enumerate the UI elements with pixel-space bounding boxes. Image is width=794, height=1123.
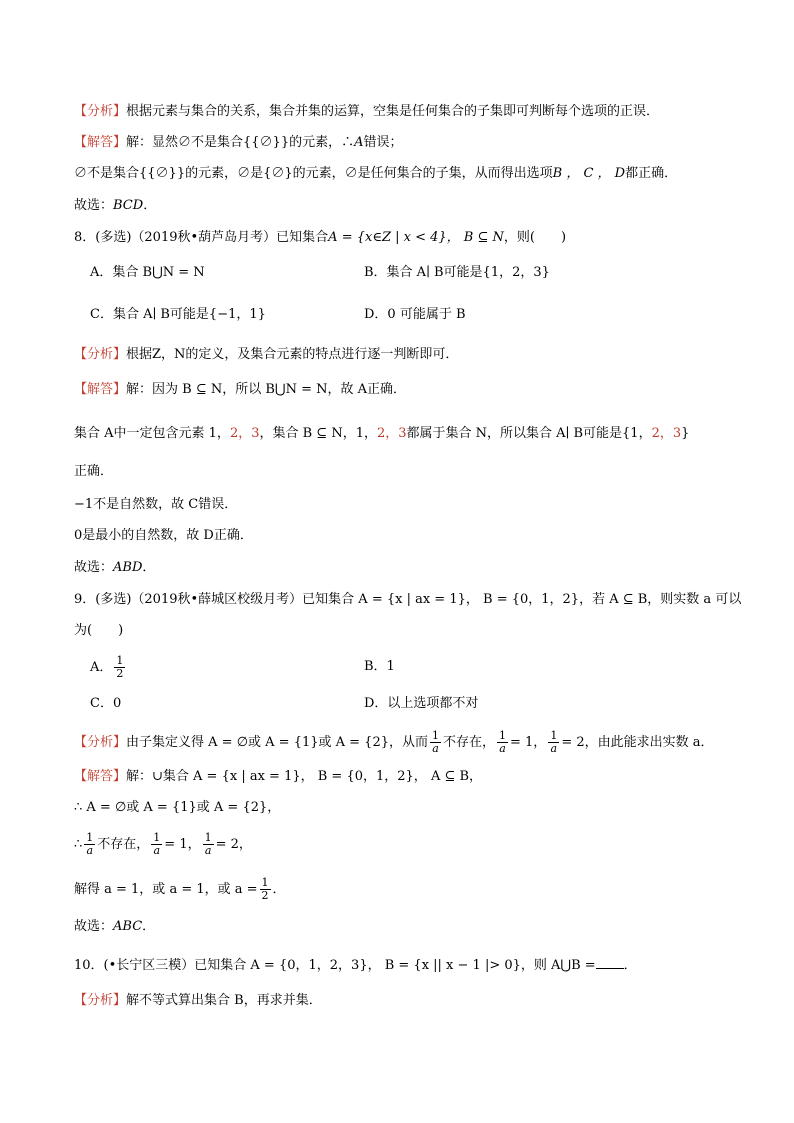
solution-text: = 1， xyxy=(164,837,201,852)
fraction-numerator: 1 xyxy=(432,729,439,742)
solution-text-end: ． xyxy=(272,882,286,897)
solution-text: 都属于集合 N，所以集合 A∣ B可能是{1， xyxy=(406,426,652,441)
solution-line-3: 正确． xyxy=(74,464,114,479)
fraction xyxy=(203,832,214,857)
question-9-stem: 9．(多选)（2019秋•薛城区校级月考）已知集合 A = {x | ax = 1}， B = {0，1，2}，若 A ⊆ B，则实数 a 可以 xyxy=(74,592,742,607)
answer-line xyxy=(74,197,156,215)
answer-line xyxy=(74,559,155,577)
therefore-symbol: ∴ xyxy=(74,837,83,852)
answer-end: ． xyxy=(142,919,156,934)
highlight-numbers: 2，3 xyxy=(651,426,682,441)
fraction-numerator: 1 xyxy=(499,729,507,742)
solution-line-2 xyxy=(74,165,677,183)
solution-line xyxy=(74,768,482,786)
analysis-text: 根据Z，N的定义，及集合元素的特点进行逐一判断即可． xyxy=(126,347,459,362)
fraction-denominator: a xyxy=(204,844,212,857)
fraction xyxy=(84,832,95,857)
analysis-text: = 1， xyxy=(510,735,547,750)
option-d: D．以上选项都不对 xyxy=(364,696,479,711)
stem-end: ． xyxy=(623,958,637,973)
fraction-numerator: 1 xyxy=(204,831,212,844)
answer-value: BCD xyxy=(113,198,144,213)
answer-prefix: 故选： xyxy=(74,919,114,934)
question-8-stem xyxy=(74,229,566,247)
stem-math: A = {x∈Z | x < 4}， B ⊆ N xyxy=(328,230,504,245)
fraction xyxy=(548,730,559,755)
fraction-denominator: a xyxy=(550,742,558,755)
solution-text: } xyxy=(681,426,690,441)
solution-tag: 【解答】 xyxy=(74,135,127,150)
solution-line-2 xyxy=(74,425,689,443)
solution-line-5: 0是最小的自然数，故 D正确． xyxy=(74,528,253,543)
fraction-denominator: a xyxy=(153,844,161,857)
analysis-line xyxy=(74,346,458,364)
answer-line xyxy=(74,918,155,936)
option-d: D．0 可能属于 B xyxy=(364,307,466,322)
analysis-line xyxy=(74,103,659,121)
option-c: C．0 xyxy=(90,696,122,711)
fraction-numerator: 1 xyxy=(261,876,269,889)
analysis-line xyxy=(74,992,322,1010)
fraction-denominator: a xyxy=(432,742,439,755)
fraction-denominator: a xyxy=(86,844,94,857)
answer-value: ABC xyxy=(113,919,143,934)
fraction-denominator: a xyxy=(499,742,506,755)
fraction-numerator: 1 xyxy=(153,831,161,844)
fraction xyxy=(430,730,441,755)
var-a: A xyxy=(354,135,364,150)
analysis-text: 根据元素与集合的关系，集合并集的运算，空集是任何集合的子集即可判断每个选项的正误． xyxy=(126,104,660,119)
analysis-tag: 【分析】 xyxy=(74,104,127,119)
analysis-text: 不存在， xyxy=(443,735,496,750)
question-10-stem xyxy=(74,956,637,975)
solution-text: 集合 A中一定包含元素 1， xyxy=(74,426,230,441)
answer-prefix: 故选： xyxy=(74,560,114,575)
solution-text: 解：∪集合 A = {x | ax = 1}， B = {0，1，2}， A ⊆ B， xyxy=(126,769,483,784)
solution-text: 不存在， xyxy=(97,837,150,852)
solution-text: 解得 a = 1，或 a = 1，或 a = xyxy=(74,882,258,897)
analysis-line xyxy=(74,730,714,755)
answer-value: ABD xyxy=(113,560,143,575)
option-b: B．1 xyxy=(364,659,395,674)
analysis-tag: 【分析】 xyxy=(74,993,127,1008)
solution-text: ，集合 B ⊆ N，1， xyxy=(259,426,377,441)
options-vars: B ， C ， D xyxy=(552,166,626,181)
stem-end: ，则( ) xyxy=(503,230,567,245)
question-9-stem-2: 为( ) xyxy=(74,623,124,638)
option-a: A．集合 B⋃N = N xyxy=(90,265,205,280)
solution-text-end: 都正确． xyxy=(625,166,678,181)
option-c: C．集合 A∣ B可能是{−1，1} xyxy=(90,307,266,322)
fraction xyxy=(151,832,162,857)
highlight-numbers: 2，3 xyxy=(229,426,260,441)
fraction xyxy=(260,877,271,902)
solution-text: = 2， xyxy=(215,837,252,852)
answer-end: ． xyxy=(143,198,157,213)
solution-line-4: −1不是自然数，故 C错误． xyxy=(74,497,238,512)
solution-tag: 【解答】 xyxy=(74,382,127,397)
solution-line-4 xyxy=(74,877,286,902)
stem-text: 8．(多选)（2019秋•葫芦岛月考）已知集合 xyxy=(74,230,329,245)
option-label: A． xyxy=(90,660,113,675)
answer-prefix: 故选： xyxy=(74,198,114,213)
analysis-text: = 2，由此能求出实数 a． xyxy=(561,735,714,750)
fraction-numerator: 1 xyxy=(550,729,558,742)
option-b: B．集合 A∣ B可能是{1，2，3} xyxy=(364,265,550,280)
highlight-numbers: 2，3 xyxy=(376,426,407,441)
solution-line xyxy=(74,381,406,399)
fraction xyxy=(497,730,508,755)
fraction-denominator: 2 xyxy=(261,889,269,902)
solution-text: 解：显然∅不是集合{{∅}}的元素，∴ xyxy=(126,135,355,150)
solution-text-end: 错误； xyxy=(363,135,403,150)
solution-line-3 xyxy=(74,832,252,857)
fraction-denominator: 2 xyxy=(116,667,124,680)
fraction xyxy=(114,655,125,680)
answer-end: ． xyxy=(142,560,156,575)
solution-tag: 【解答】 xyxy=(74,769,127,784)
analysis-text: 解不等式算出集合 B，再求并集． xyxy=(126,993,322,1008)
solution-line xyxy=(74,134,403,152)
stem-text: 10．(•长宁区三模）已知集合 A = {0，1，2，3}， B = {x || x − 1 |> 0}，则 A⋃B = xyxy=(74,958,596,973)
fraction-numerator: 1 xyxy=(86,831,94,844)
option-a xyxy=(90,655,127,680)
analysis-tag: 【分析】 xyxy=(74,347,127,362)
solution-text: ∅不是集合{{∅}}的元素，∅是{∅}的元素，∅是任何集合的子集，从而得出选项 xyxy=(74,166,553,181)
solution-text: 解：因为 B ⊆ N，所以 B⋃N = N，故 A正确． xyxy=(126,382,407,397)
analysis-tag: 【分析】 xyxy=(74,735,127,750)
analysis-text: 由子集定义得 A = ∅或 A = {1}或 A = {2}，从而 xyxy=(126,735,428,750)
answer-blank xyxy=(596,956,624,969)
solution-line-2: ∴ A = ∅或 A = {1}或 A = {2}， xyxy=(74,800,281,815)
fraction-numerator: 1 xyxy=(116,654,124,667)
